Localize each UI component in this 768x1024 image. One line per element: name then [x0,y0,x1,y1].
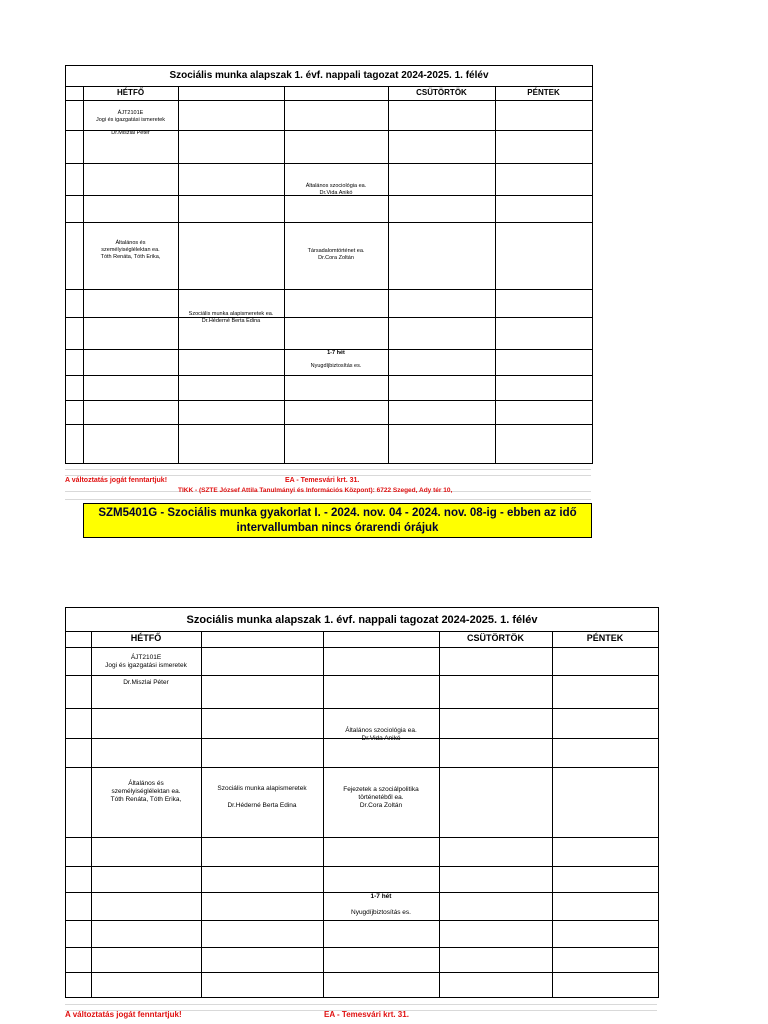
course-teacher: Dr.Miszlai Péter [123,679,169,687]
banner-line2: intervallumban nincs órarendi órájuk [236,522,439,534]
course-line: személyiséglélektan ea. [101,246,160,253]
course-line: személyiséglélektan ea. [111,788,181,796]
course-line: Dr.Vida Anikó [361,735,401,743]
table-title: Szociális munka alapszak 1. évf. nappali tagozat 2024-2025. 1. félév [169,70,489,81]
footer-note: A változtatás jogát fenntartjuk! [65,1010,182,1019]
course-name: Jogi és igazgatási ismeretek [105,662,187,670]
course-cell [323,727,439,743]
header-thursday: CSÜTÖRTÖK [467,633,524,643]
course-line: Általános és [115,240,146,246]
course-line: Tóth Renáta, Tóth Erika, [100,253,161,260]
course-line: Tóth Renáta, Tóth Erika, [110,796,182,804]
header-monday: HÉTFŐ [130,633,162,643]
course-cell [323,893,439,917]
course-line: Dr.Vida Anikó [319,189,353,196]
course-cell [201,785,323,810]
course-line: Szociális munka alapismeretek ea. [188,311,274,317]
timetable-2 [65,607,659,998]
course-line: Általános szociológia ea. [305,183,367,189]
footer-tikk: TIKK - (SZTE József Attila Tanulmányi és Információs Központ): 6722 Szeged, Ady tér 10, [178,487,453,494]
course-cell [284,183,388,197]
table-title: Szociális munka alapszak 1. évf. nappali tagozat 2024-2025. 1. félév [186,614,538,626]
course-cell [284,248,388,262]
course-cell [323,786,439,810]
footer-location: EA - Temesvári krt. 31. [285,477,360,484]
course-line: Szociális munka alapismeretek [217,785,307,792]
course-line: Általános szociológia ea. [345,727,417,734]
course-line: Dr.Cora Zoltán [318,254,354,261]
course-line: Dr.Cora Zoltán [359,802,403,810]
course-cell [284,350,388,370]
course-cell [83,240,178,261]
course-line: Nyugdíjbiztosítás es. [310,362,362,369]
course-teacher: Dr.Miszlai Péter [111,129,150,136]
course-line: Dr.Héderné Berta Edina [227,802,297,810]
course-line: Dr.Héderné Berta Edina [201,317,261,324]
course-cell [91,654,201,687]
footer-note: A változtatás jogát fenntartjuk! [65,477,168,484]
course-line: Nyugdíjbiztosítás es. [351,909,411,917]
course-code: ÁJT2101E [117,110,144,116]
course-line: történetéből ea. [358,794,404,802]
course-cell [91,780,201,804]
footer-location: EA - Temesvári krt. 31. [324,1010,409,1019]
timetable-1 [65,65,593,464]
header-thursday: CSÜTÖRTÖK [416,88,467,97]
course-line: Társadalomtörténet ea. [307,248,365,254]
banner-line1: SZM5401G - Szociális munka gyakorlat I. - 2024. nov. 04 - 2024. nov. 08-ig - ebben az idő [98,507,577,519]
course-week: 1-7 hét [327,350,345,356]
course-week: 1-7 hét [370,893,392,900]
course-cell [178,311,284,325]
header-friday: PÉNTEK [586,633,624,643]
course-line: Általános és [128,780,164,787]
course-cell [83,110,178,137]
header-monday: HÉTFŐ [116,88,145,97]
practice-banner [83,503,592,538]
header-friday: PÉNTEK [527,88,560,97]
course-name: Jogi és igazgatási ismeretek [95,116,166,123]
course-code: ÁJT2101E [130,654,162,661]
course-line: Fejezetek a szociálpolitika [343,786,419,793]
